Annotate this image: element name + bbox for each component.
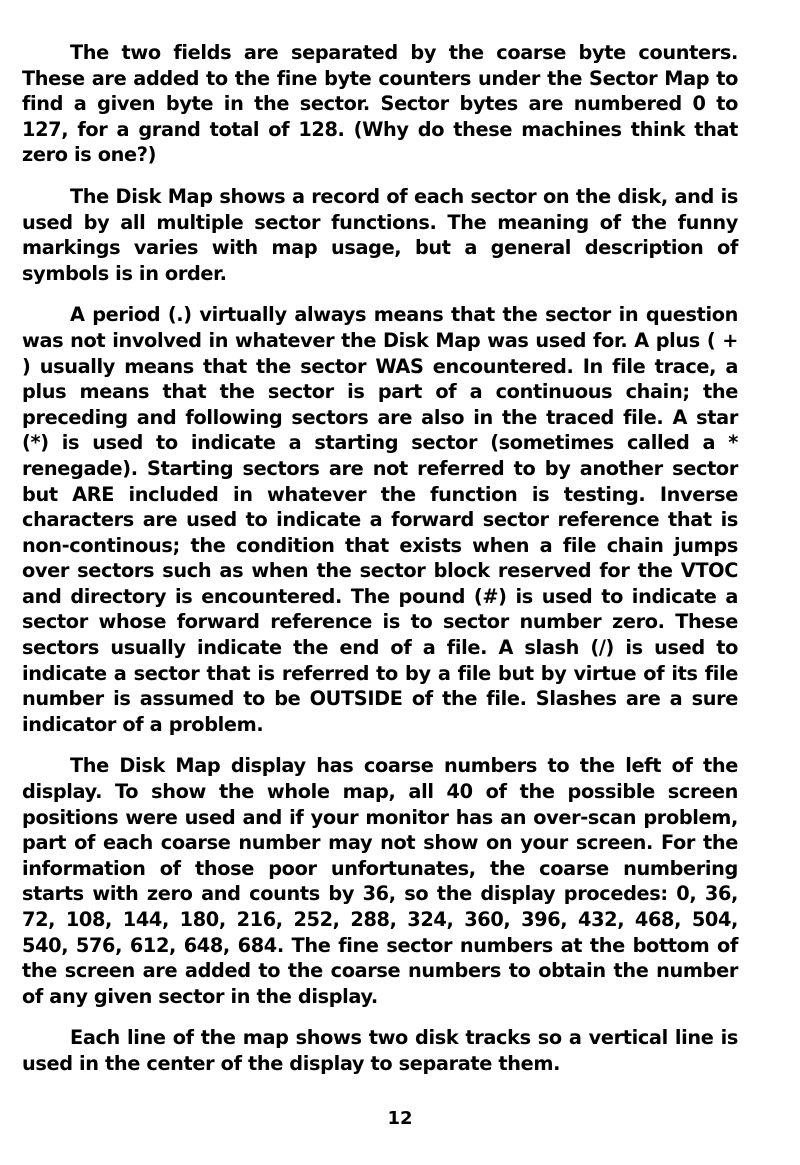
paragraph-coarse-byte-counters: The two fields are separated by the coarse byte counters. These are added to the fine byte counters under the Sector Map to find a given byte in the sector. Sector bytes are numbered 0 to 127, for a grand total of 128. (Why do these machines think that zero is one?) [22,41,738,167]
page-number: 12 [387,1108,413,1129]
document-page [22,40,738,1093]
paragraph-disk-map-intro: The Disk Map shows a record of each sector on the disk, and is used by all multiple sector functions. The meaning of the funny markings varies with map usage, but a general description of symbols is in order. [22,184,738,285]
paragraph-vertical-line: Each line of the map shows two disk tracks so a vertical line is used in the center of the display to separate them. [22,1026,738,1075]
paragraph-disk-map-symbols: A period (.) virtually always means that the sector in question was not involved in whatever the Disk Map was used for. A plus ( + ) usually means that the sector WAS encountered. In file trace, a plus means that the sector is part of a continuous chain; the preceding and following sectors are also in the traced file. A star (*) is used to indicate a starting sector (sometimes called a * renegade). Starting sectors are not referred to by another sector but ARE included in whatever the function is testing. Inverse characters are used to indicate a forward sector reference that is non-continous; the condition that exists when a file chain jumps over sectors such as when the sector block reserved for the VTOC and directory is encountered. The pound (#) is used to indicate a sector whose forward reference is to sector number zero. These sectors usually indicate the end of a file. A slash (/) is used to indicate a sector that is referred to by a file but by virtue of its file number is assumed to be OUTSIDE of the file. Slashes are a sure indicator of a problem. [22,303,738,736]
paragraph-coarse-numbers: The Disk Map display has coarse numbers to the left of the display. To show the whole map, all 40 of the possible screen positions were used and if your monitor has an over-scan problem, part of each coarse number may not show on your screen. For the information of those poor unfortunates, the coarse numbering starts with zero and counts by 36, so the display procedes: 0, 36, 72, 108, 144, 180, 216, 252, 288, 324, 360, 396, 432, 468, 504, 540, 576, 612, 648, 684. The fine sector numbers at the bottom of the screen are added to the coarse numbers to obtain the number of any given sector in the display. [22,754,738,1008]
